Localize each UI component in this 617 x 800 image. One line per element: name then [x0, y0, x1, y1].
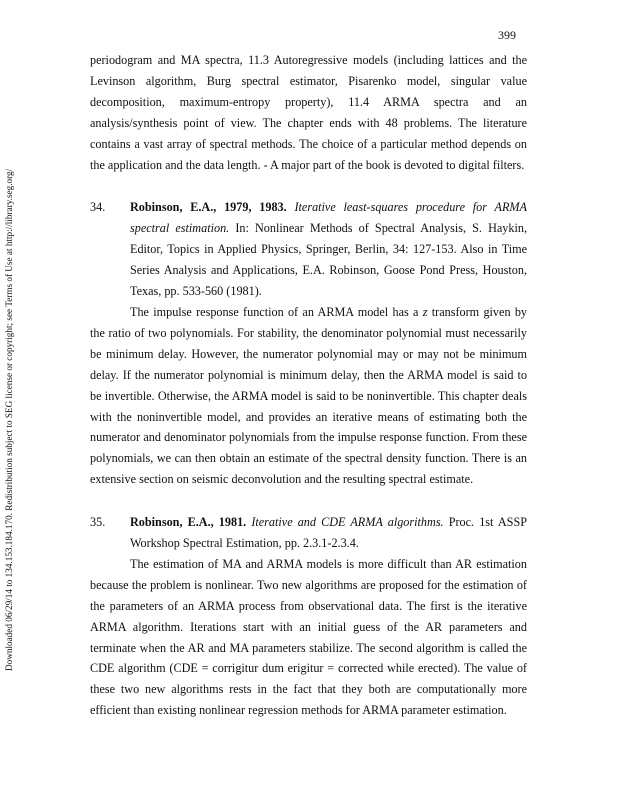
entry-citation: In: Nonlinear Methods of Spectral Analysis, S. Haykin, Editor, Topics in Applied Physics, Springer, Berlin, 34: 127-153. Also in Time Series Analysis and Applications, E.A. Robinson, Goose Pond Press, Houston, Texas, pp. 533-560 (1981). [130, 221, 527, 299]
entry-number: 34. [90, 200, 106, 215]
entry-heading [90, 512, 527, 554]
entry-citation: Proc. 1st ASSP Workshop Spectral Estimation, pp. 2.3.1-2.3.4. [130, 515, 528, 551]
side-download-notice: Downloaded 06/29/14 to 134.153.184.170. Redistribution subject to SEG license or copyright; see Terms of Use at http://library.seg.org/ [4, 168, 14, 672]
entry-abstract: The impulse response function of an ARMA model has a z transform given by the ratio of two polynomials. For stability, the denominator polynomial must necessarily be minimum delay. However, the numerator polynomial may or may not be minimum delay. If the numerator polynomial is minimum delay, then the ARMA model is said to be invertible. Otherwise, the ARMA model is said to be noninvertible. This chapter deals with the noninvertible model, and provides an iterative means of estimating both the numerator and denominator polynomials from the impulse response function. From these polynomials, we can then obtain an estimate of the spectral density function. There is an extensive section on seismic deconvolution and the resulting spectral estimate. [90, 304, 528, 487]
intro-paragraph: periodogram and MA spectra, 11.3 Autoregressive models (including lattices and the Levinson algorithm, Burg spectral estimator, Pisarenko model, singular value decomposition, maximum-entropy property), 11.4 ARMA spectra and an analysis/synthesis point of view. The chapter ends with 48 problems. The literature contains a vast array of spectral methods. The choice of a particular method depends on the application and the data length. - A major part of the book is devoted to digital filters. [90, 53, 527, 172]
page-number: 399 [498, 28, 516, 42]
entry-author-year: Robinson, E.A., 1979, 1983. [130, 200, 287, 215]
entry-title: Iterative least-squares procedure for ARMA spectral estimation. [130, 200, 528, 236]
entry-abstract: The estimation of MA and ARMA models is more difficult than AR estimation because the problem is nonlinear. Two new algorithms are proposed for the estimation of the parameters of an ARMA process from observational data. The first is the iterative ARMA algorithm. Iterations start with an initial guess of the AR parameters and terminate when the AR and MA parameters stabilize. The second algorithm is called the CDE algorithm (CDE = corrigitur dum erigitur = corrected while erected). The value of these two new algorithms rests in the fact that they both are computationally more efficient than existing nonlinear regression methods for ARMA parameter estimation. [90, 556, 527, 718]
reference-entry-34 [90, 197, 527, 490]
page-content [90, 50, 527, 721]
entry-author-year: Robinson, E.A., 1981. [130, 515, 247, 530]
reference-entry-35 [90, 512, 527, 721]
entry-title: Iterative and CDE ARMA algorithms. [251, 515, 444, 530]
entry-heading [90, 197, 527, 302]
z-variable: z [422, 304, 428, 319]
entry-number: 35. [90, 515, 106, 530]
